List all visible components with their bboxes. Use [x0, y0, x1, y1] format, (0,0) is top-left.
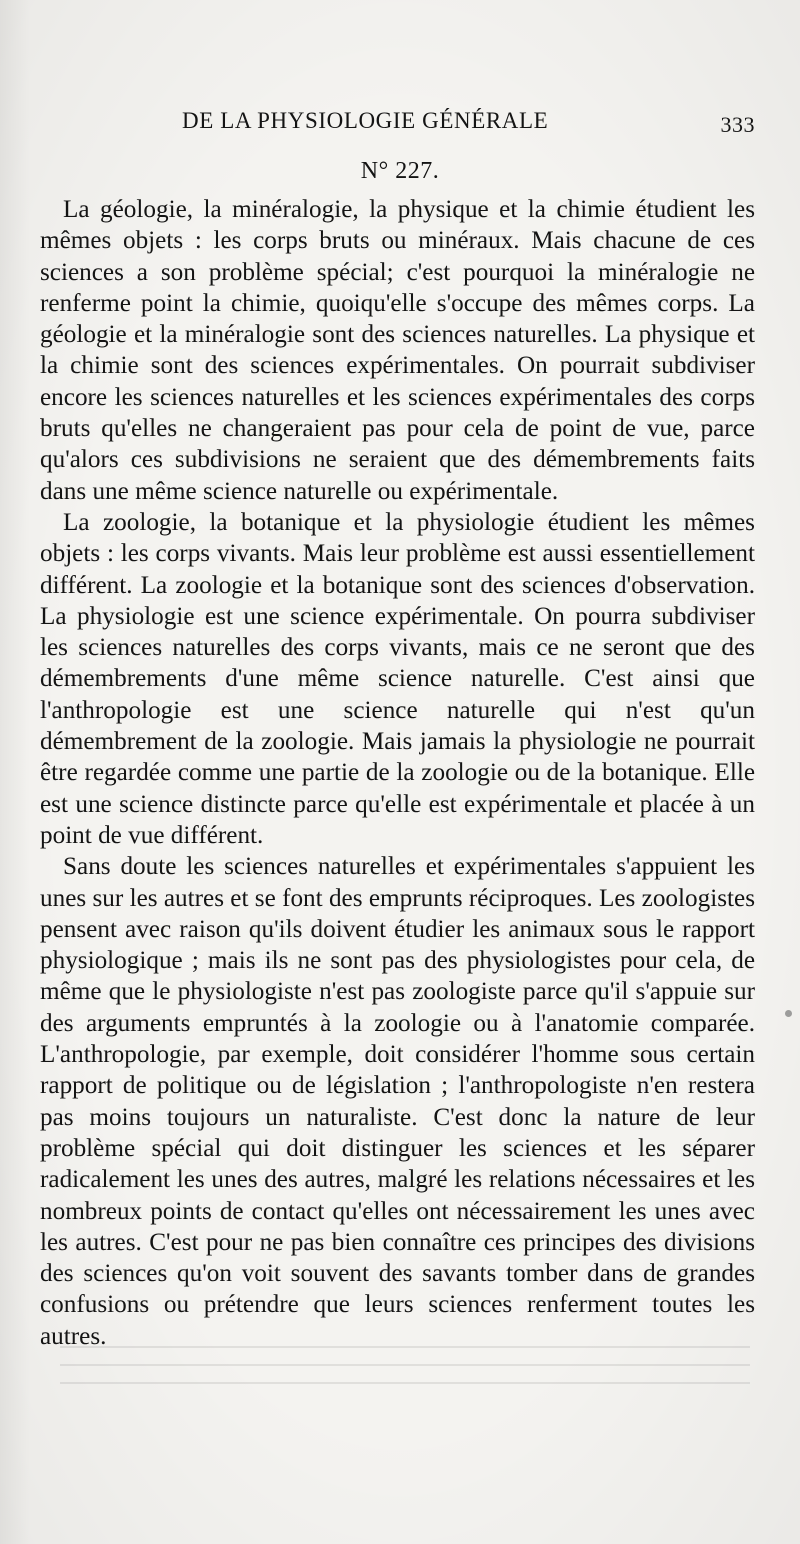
ink-smudge [785, 1010, 792, 1017]
paragraph: La géologie, la minéralogie, la physique et la chimie étudient les mêmes objets : les corps bruts ou minéraux. Mais chacune de ces sciences a son problème spécial; c'est pourquoi la minéralogie ne renferme point la chimie, quoiqu'elle s'occupe des mêmes corps. La géologie et la minéralogie sont des sciences naturelles. La physique et la chimie sont des sciences expérimentales. On pourrait subdiviser encore les sciences naturelles et les sciences expérimentales des corps bruts qu'elles ne changeraient pas pour cela de point de vue, parce qu'alors ces subdivisions ne seraient que des démembrements faits dans une même science naturelle ou expérimentale. [40, 196, 755, 505]
body-text [40, 194, 755, 1352]
running-title: DE LA PHYSIOLOGIE GÉNÉRALE [182, 108, 549, 133]
entry-number: N° 227. [360, 158, 440, 184]
page-header [40, 108, 755, 148]
page-number: 333 [720, 112, 755, 137]
paragraph: La zoologie, la botanique et la physiologie étudient les mêmes objets : les corps vivants. Mais leur problème est aussi essentiellement différent. La zoologie et la botanique sont des sciences d'observation. La physiologie est une science expérimentale. On pourra subdiviser les sciences naturelles des corps vivants, mais ce ne seront que des démembrements d'une même science naturelle. C'est ainsi que l'anthropologie est une science naturelle qui n'est qu'un démembrement de la zoologie. Mais jamais la physiologie ne pourrait être regardée comme une partie de la zoologie ou de la botanique. Elle est une science distincte parce qu'elle est expérimentale et placée à un point de vue différent. [40, 508, 755, 849]
paragraph: Sans doute les sciences naturelles et expérimentales s'appuient les unes sur les autres et se font des emprunts réciproques. Les zoologistes pensent avec raison qu'ils doivent étudier les animaux sous le rapport physiologique ; mais ils ne sont pas des physiologistes pour cela, de même que le physiologiste n'est pas zoologiste parce qu'il s'appuie sur des arguments empruntés à la zoologie ou à l'anatomie comparée. L'anthropologie, par exemple, doit considérer l'homme sous certain rapport de politique ou de législation ; l'anthropologiste n'en restera pas moins toujours un naturaliste. C'est donc la nature de leur problème spécial qui doit distinguer les sciences et les séparer radicalement les unes des autres, malgré les relations nécessaires et les nombreux points de contact qu'elles ont nécessairement les unes avec les autres. C'est pour ne pas bien connaître ces principes des divisions des sciences qu'on voit souvent des savants tomber dans de grandes confusions ou prétendre que leurs sciences renferment toutes les autres. [40, 853, 755, 1350]
bleed-through-text [60, 1330, 750, 1420]
